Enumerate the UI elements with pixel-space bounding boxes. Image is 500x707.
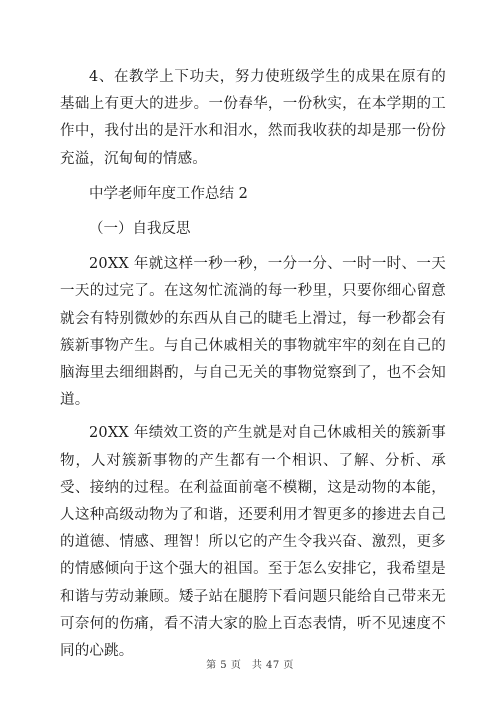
body-paragraph-2: 20XX 年绩效工资的产生就是对自己休戚相关的簇新事物，人对簇新事物的产生都有一个相识、了解、分析、承受、接纳的过程。在利益面前毫不模糊，这是动物的本能，人这种高级动物为了和谐，还要利用才智更多的掺进去自己的道德、情感、理智！所以它的产生令我兴奋、激烈，更多的情感倾向于这个强大的祖国。至于怎么安排它，我希望是和谐与劳动兼顾。矮子站在腿胯下看问题只能给自己带来无可奈何的伤痛，看不清大家的脸上百态表情，听不见速度不同的心跳。 [60,425,446,660]
paragraph-item-4: 4、在教学上下功夫，努力使班级学生的成果在原有的基础上有更大的进步。一份春华，一份秋实，在本学期的工作中，我付出的是汗水和泪水，然而我收获的却是那一份份充溢，沉甸甸的情感。 [60,69,446,167]
document-body [60,64,446,665]
section-title: 中学老师年度工作总结 2 [89,185,248,202]
subsection-title: （一）自我反思 [89,221,191,238]
body-paragraph-1: 20XX 年就这样一秒一秒，一分一分、一时一时、一天一天的过完了。在这匆忙流淌的每一秒里，只要你细心留意就会有特别微妙的东西从自己的睫毛上滑过，每一秒都会有簇新事物产生。与自己休戚相关的事物就牢牢的刻在自己的脑海里去细细斟酌，与自己无关的事物觉察到了，也不会知道。 [60,256,446,409]
page-number-footer: 第 5 页 共 47 页 [206,660,294,671]
